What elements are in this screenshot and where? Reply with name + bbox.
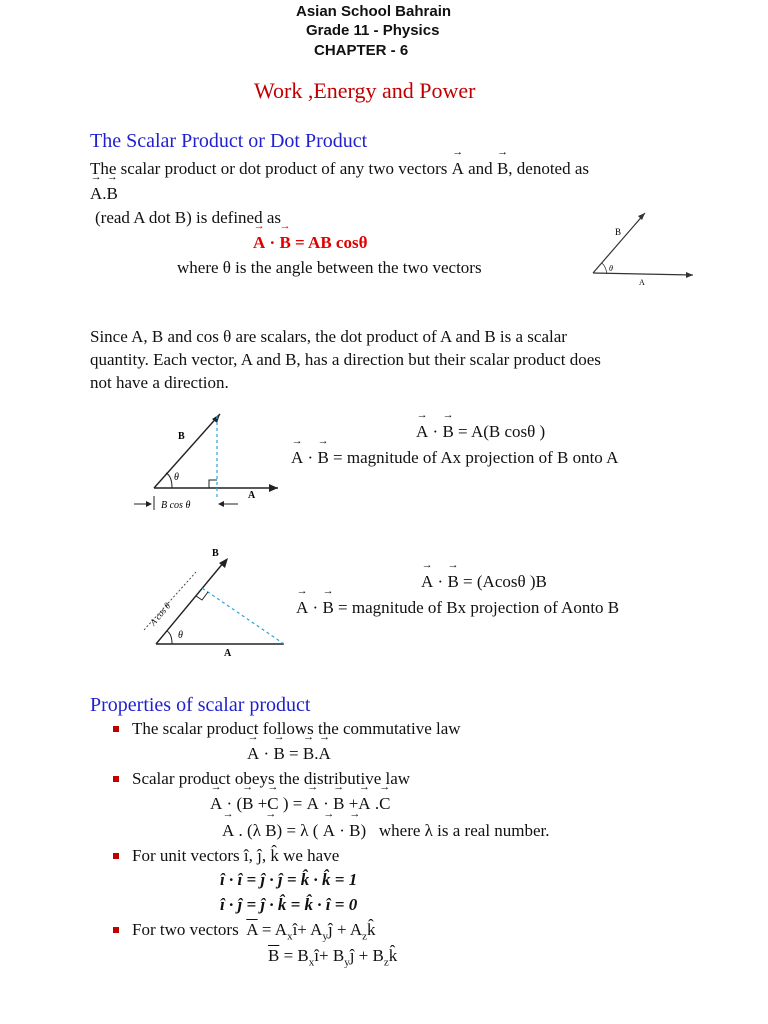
label-b: B [615,227,622,237]
bullet-marker [113,927,119,933]
distributive-equation-2: → A . (λ → B) = λ ( → A · → B) where λ is a real number. [222,821,550,841]
section-heading-properties: Properties of scalar product [90,694,311,716]
property-distributive: Scalar product obeys the distributive law [132,769,411,788]
angle-description: where θ is the angle between the two vectors [177,258,482,277]
grade-label: Grade 11 - Physics [306,22,440,39]
unit-vector-equation-2: î · ĵ = ĵ · k̂ = k̂ · î = 0 [220,895,358,914]
right-angle-marker [209,480,217,488]
label-a: A [224,648,232,659]
vector-angle-diagram [585,205,705,290]
label-b: B [212,548,219,559]
projection-a-onto-b-diagram [138,542,298,660]
commutative-equation: → A · → B = → B.→ A [247,744,331,764]
angle-arc [602,263,607,274]
page-title: Work ,Energy and Power [254,78,476,103]
vector-b-line [593,213,645,273]
label-theta: θ [178,630,183,641]
vector-b-components: $\overline{B}$ = $B_xî+$ $B_yĵ$ + $B_zk̂$ [268,946,398,969]
label-a: A [248,490,256,501]
vector-a-line [593,273,693,275]
school-name: Asian School Bahrain [296,3,452,20]
bullet-marker [113,853,119,859]
projection-equation-2: → A · → B = magnitude of Ax projection of B onto A [291,448,618,468]
scalar-paragraph-line-3: not have a direction. [90,373,229,392]
label-a: A [639,278,645,287]
bcos-left-arrowhead [146,501,152,507]
label-bcos: B cos θ [161,500,191,511]
angle-arc [166,473,172,488]
definition-line-2: → A.→ B [90,184,118,204]
bullet-marker [113,726,119,732]
property-unit-vectors: For unit vectors î, ĵ, k̂ we have [132,846,340,865]
projection-equation-3: → A · → B = (Acosθ )B [421,572,547,592]
vector-a-arrowhead [269,484,278,492]
dot-product-formula: → A · → B = AB cosθ [253,233,367,253]
chapter-label: CHAPTER - 6 [314,42,409,59]
unit-vector-equation-1: î · î = ĵ · ĵ = k̂ · k̂ = 1 [220,870,358,889]
vector-a-arrowhead [686,272,693,278]
vector-b-line [154,414,220,488]
property-two-vectors: For two vectors $\overline{A}$ = $A_xî+$ $A_yĵ$ + $A_zk̂$ [132,920,376,943]
label-theta: θ [609,264,613,273]
property-commutative: The scalar product follows the commutative law [132,719,461,738]
projection-dashed-line [202,588,284,644]
bcos-right-arrowhead [218,501,224,507]
bullet-marker [113,776,119,782]
section-heading-dot-product: The Scalar Product or Dot Product [90,130,368,152]
scalar-paragraph-line-1: Since A, B and cos θ are scalars, the dot product of A and B is a scalar [90,327,567,346]
definition-line-3: (read A dot B) is defined as [95,208,282,227]
label-theta: θ [174,472,179,483]
projection-equation-1: → A · → B = A(B cosθ ) [416,422,545,442]
projection-b-onto-a-diagram [128,410,288,520]
distributive-equation-1: → A · (→ B +→ C ) = → A · → B +→ A .→ C [210,794,390,814]
label-acos: A cos θ [147,600,173,628]
angle-arc [167,631,172,644]
projection-equation-4: → A · → B = magnitude of Bx projection of Aonto B [296,598,619,618]
definition-line-1: The scalar product or dot product of any two vectors → A and → B, denoted as [90,159,589,179]
label-b: B [178,431,185,442]
scalar-paragraph-line-2: quantity. Each vector, A and B, has a direction but their scalar product does [90,350,601,369]
